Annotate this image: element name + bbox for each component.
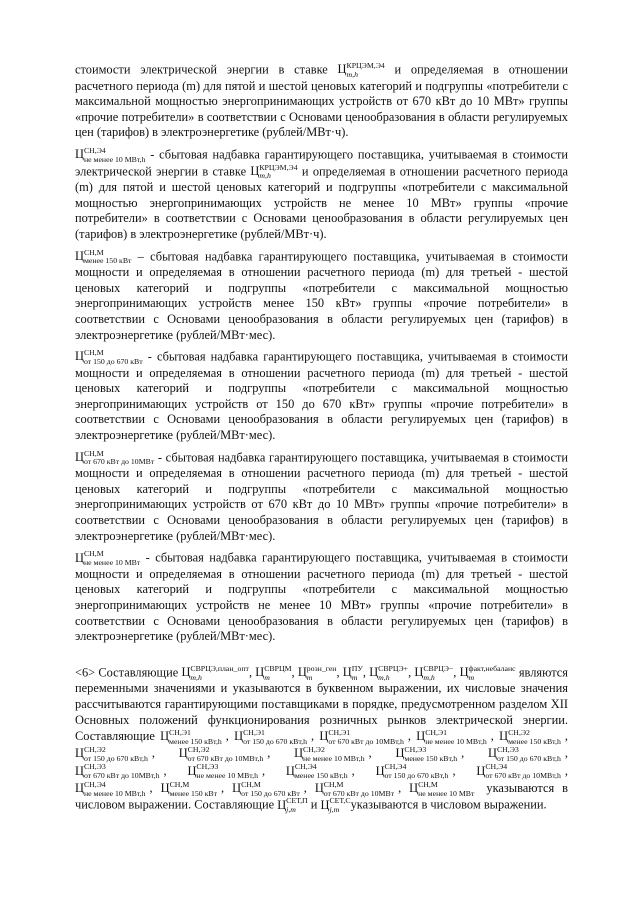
- symbol-superscript: розн_ген: [306, 663, 337, 673]
- math-symbol: [319, 727, 404, 746]
- symbol-subscript: m: [468, 672, 475, 682]
- math-symbol: [369, 663, 409, 682]
- symbol-subscript: j,m: [286, 805, 296, 815]
- math-symbol: [416, 727, 487, 746]
- symbol-indices: [324, 781, 394, 798]
- symbol-subscript: от 670 кВт до 10МВт: [323, 788, 395, 798]
- symbol-base: Ц: [187, 763, 197, 778]
- symbol-indices: [425, 729, 487, 746]
- definition-paragraph: [75, 550, 568, 645]
- symbol-base: Ц: [476, 763, 486, 778]
- symbol-base: Ц: [297, 665, 307, 680]
- symbol-superscript: СН,М: [169, 779, 190, 789]
- paragraph-text: стоимости электрической энергии в ставке: [75, 62, 338, 77]
- symbol-base: Ц: [409, 781, 419, 796]
- math-symbol: [414, 663, 454, 682]
- footnote-lead: Составляющие: [95, 665, 182, 680]
- symbol-base: Ц: [181, 665, 191, 680]
- symbol-subscript: m,h: [378, 672, 390, 682]
- math-symbol: [232, 779, 300, 798]
- symbol-superscript: СН,М: [83, 348, 104, 358]
- document-page: [75, 62, 568, 820]
- footnote-text-2: указываются в числовом выражении. Составляющие: [75, 781, 568, 812]
- symbol-base: Ц: [75, 550, 84, 565]
- symbol-superscript: СН,Э3: [83, 762, 106, 772]
- symbol-subscript: от 150 до 670 кВт,h: [496, 753, 561, 763]
- symbol-indices: [329, 797, 350, 814]
- footnote-marker: <6>: [75, 665, 96, 680]
- math-symbol: [234, 727, 308, 746]
- symbol-base: Ц: [75, 763, 84, 778]
- symbol-subscript: менее 150 кВт: [169, 788, 218, 798]
- paragraph-text: и определяемая в отношении расчетного периода (m) для пятой и шестой ценовых категорий и подгруппы «потребители с максимальной мощностью энергопринимающих устройств не менее 10 МВт» группы «прочие потребители» в соответствии с Основами ценообразования в области регулируемых цен (тарифов) в электроэнергетике (рублей/МВт·ч).: [75, 163, 569, 241]
- math-symbol: [187, 762, 258, 781]
- symbol-base: Ц: [75, 746, 84, 761]
- math-symbol: [277, 796, 308, 815]
- variable-symbols: Ц СВРЦЭ,план_опт m,h , Ц СВРЦМ m , Ц розн_ген m , Ц ПУ m , Ц СВРЦЭ+ m,h , Ц СВРЦЭ− m,h , Ц факт,небаланс m: [181, 663, 516, 682]
- symbol-superscript: СВРЦМ: [264, 663, 292, 673]
- symbol-superscript: СН,Э2: [83, 745, 106, 755]
- symbol-superscript: СН,М: [323, 779, 344, 789]
- component-symbols: Ц СН,Э1 менее 150 кВт,h , Ц СН,Э1 от 150 до 670 кВт,h , Ц СН,Э1 от 670 кВт до 10МВт,h , Ц СН,Э1 не менее 10 МВт,h , Ц СН,Э2 менее 150 кВт,h , Ц СН,Э2 от 150 до 670 кВт,h , Ц СН,Э2 от 670 кВт до 10МВт,h , Ц СН,Э2 не менее 10 МВт,h , Ц СН,Э3 менее 150 кВт,h , Ц СН,Э3 от 150 до 670 кВт,h , Ц СН,Э3 от 670 кВт до 10МВт,h , Ц СН,Э3 не менее 10 МВт,h , Ц СН,Э4 менее 150 кВт,h , Ц СН,Э4 от 150 до 670 кВт,h , Ц СН,Э4 от 670 кВт до 10МВт,h , Ц СН,Э4 не менее 10 МВт,h , Ц СН,М менее 150 кВт , Ц СН,М от 150 до 670 кВт , Ц СН,М от 670 кВт до 10МВт , Ц СН,М не менее 10 МВт: [75, 727, 568, 798]
- definition-paragraph: [75, 62, 568, 141]
- symbol-subscript: менее 150 кВт: [83, 256, 132, 266]
- symbol-subscript: не менее 10 МВт,h: [83, 788, 146, 798]
- math-symbol: [395, 745, 458, 763]
- symbol-subscript: менее 150 кВт,h: [404, 753, 458, 763]
- symbol-subscript: не менее 10 МВт,h: [83, 154, 146, 164]
- symbol-indices: [259, 164, 297, 181]
- symbol-superscript: СН,Э1: [328, 727, 351, 737]
- symbol-base: Ц: [459, 665, 469, 680]
- symbol-indices: [485, 763, 561, 780]
- symbol-superscript: СН,Э4: [83, 779, 106, 789]
- math-symbol: [285, 762, 348, 781]
- symbol-subscript: от 150 до 670 кВт,h: [384, 771, 449, 781]
- spacer: [75, 651, 568, 665]
- math-symbol: [342, 663, 363, 682]
- symbol-base: Ц: [375, 763, 385, 778]
- footnote-text-3: указываются в числовом выражении.: [350, 797, 547, 812]
- symbol-subscript: от 670 кВт до 10МВт,h: [328, 736, 404, 746]
- symbol-indices: [264, 665, 291, 682]
- symbol-superscript: СЕТ,С: [329, 796, 351, 806]
- symbol-indices: [84, 147, 146, 164]
- paragraph-text: – сбытовая надбавка гарантирующего поставщика, учитываемая в стоимости мощности и определяемая в отношении расчетного периода (m) для третьей - шестой ценовых категорий и подгруппы «потребители с максимальной мощностью энергопринимающих устройств менее 150 кВт» группы «прочие потребители» в соответствии с Основами ценообразования в области регулируемых цен (тарифов) в электроэнергетике (рублей/МВт·мес).: [75, 248, 568, 342]
- math-symbol: [476, 762, 561, 781]
- symbol-subscript: менее 150 кВт,h: [169, 736, 222, 746]
- math-symbol: [255, 663, 292, 682]
- symbol-indices: [84, 746, 148, 763]
- symbol-superscript: СВРЦЭ,план_опт: [190, 663, 249, 673]
- symbol-superscript: СН,Э3: [196, 762, 219, 772]
- symbol-base: Ц: [414, 665, 424, 680]
- math-symbol: [499, 727, 561, 746]
- symbol-superscript: СН,Э4: [294, 762, 317, 772]
- symbol-base: Ц: [178, 746, 188, 761]
- symbol-indices: [328, 729, 404, 746]
- symbol-subscript: от 150 до 670 кВт: [241, 788, 300, 798]
- symbol-subscript: m: [351, 672, 358, 682]
- symbol-superscript: СН,Э2: [303, 745, 325, 755]
- symbol-subscript: от 670 кВт до 10МВт,h: [83, 771, 160, 781]
- symbol-subscript: не менее 10 МВт: [418, 788, 475, 798]
- math-symbol: [488, 745, 561, 763]
- math-symbol: [178, 745, 264, 763]
- paragraph-text: - сбытовая надбавка гарантирующего поставщика, учитываемая в стоимости электрической энергии в ставке: [75, 147, 568, 178]
- symbol-base: Ц: [488, 746, 497, 761]
- symbol-base: Ц: [395, 746, 405, 761]
- symbol-base: Ц: [75, 449, 84, 464]
- set-c-symbol: [320, 796, 351, 815]
- definition-paragraph: [75, 349, 568, 444]
- symbol-superscript: КРЦЭМ,Э4: [346, 61, 385, 70]
- symbol-superscript: СН,Э4: [485, 762, 508, 772]
- symbol-subscript: m: [306, 672, 313, 682]
- math-symbol: [250, 162, 298, 181]
- symbol-superscript: СН,М: [83, 549, 104, 559]
- symbol-indices: [404, 746, 457, 763]
- symbol-superscript: СЕТ,П: [286, 796, 308, 806]
- symbol-base: Ц: [314, 781, 324, 796]
- symbol-base: Ц: [416, 729, 426, 744]
- symbol-superscript: СН,М: [241, 779, 261, 789]
- symbol-indices: [378, 665, 408, 682]
- definitions-list: [75, 62, 568, 645]
- math-symbol: [75, 762, 160, 781]
- symbol-subscript: от 670 кВт до 10МВт: [83, 457, 155, 467]
- symbol-base: Ц: [369, 665, 379, 680]
- definition-paragraph: [75, 147, 568, 243]
- symbol-base: Ц: [250, 163, 260, 178]
- symbol-subscript: m: [264, 672, 270, 682]
- math-symbol: [75, 247, 132, 266]
- footnote-6: [75, 665, 568, 814]
- symbol-indices: [241, 781, 300, 798]
- symbol-base: Ц: [277, 797, 287, 812]
- symbol-indices: [347, 62, 385, 79]
- math-symbol: [75, 549, 141, 568]
- symbol-superscript: СВРЦЭ−: [423, 663, 454, 673]
- symbol-subscript: менее 150 кВт,h: [508, 736, 561, 746]
- symbol-indices: [84, 781, 146, 798]
- math-symbol: [75, 745, 148, 763]
- math-symbol: [160, 727, 222, 746]
- symbol-superscript: СН,Э4: [83, 145, 106, 155]
- math-symbol: [294, 745, 365, 763]
- definition-paragraph: [75, 249, 568, 344]
- symbol-base: Ц: [337, 62, 347, 77]
- symbol-superscript: СВРЦЭ+: [378, 663, 409, 673]
- symbol-base: Ц: [294, 746, 304, 761]
- set-p-symbol: [277, 796, 308, 815]
- symbol-subscript: от 150 до 670 кВт,h: [243, 736, 308, 746]
- math-symbol: [314, 779, 395, 798]
- symbol-base: Ц: [75, 781, 84, 796]
- symbol-base: Ц: [160, 729, 170, 744]
- symbol-subscript: m,h: [259, 171, 271, 181]
- symbol-base: Ц: [75, 248, 84, 263]
- symbol-superscript: СН,Э1: [169, 727, 191, 737]
- symbol-indices: [243, 729, 307, 746]
- symbol-subscript: m,h: [346, 69, 358, 79]
- paragraph-text: - сбытовая надбавка гарантирующего поставщика, учитываемая в стоимости мощности и определяемая в отношении расчетного периода (m) для третьей - шестой ценовых категорий и подгруппы «потребители с максимальной мощностью энергопринимающих устройств от 150 до 670 кВт» группы «прочие потребители» в соответствии с Основами ценообразования в области регулируемых цен (тарифов) в электроэнергетике (рублей/МВт·мес).: [75, 349, 568, 443]
- symbol-subscript: от 150 до 670 кВт,h: [83, 753, 148, 763]
- symbol-subscript: m,h: [190, 672, 202, 682]
- math-symbol: [75, 448, 155, 467]
- symbol-base: Ц: [75, 147, 84, 162]
- paragraph-text: - сбытовая надбавка гарантирующего поставщика, учитываемая в стоимости мощности и определяемая в отношении расчетного периода (m) для третьей - шестой ценовых категорий и подгруппы «потребители с максимальной мощностью энергопринимающих устройств от 670 кВт до 10 МВт» группы «прочие потребители» в соответствии с Основами ценообразования в области регулируемых цен (тарифов) в электроэнергетике (рублей/МВт·мес).: [75, 449, 568, 543]
- symbol-indices: [418, 781, 474, 798]
- symbol-superscript: СН,Э1: [243, 727, 265, 737]
- symbol-indices: [188, 746, 264, 763]
- symbol-subscript: j,m: [329, 805, 340, 815]
- symbol-indices: [385, 763, 449, 780]
- symbol-superscript: ПУ: [351, 663, 363, 673]
- symbol-superscript: СН,Э1: [425, 727, 448, 737]
- symbol-indices: [307, 665, 337, 682]
- symbol-indices: [84, 450, 154, 467]
- footnote-text-1: являются переменными значениями и указываются в буквенном выражении, их числовые значения рассчитываются гарантирующими поставщиками в порядке, предусмотренном разделом XII Основных положений функционирования розничных рынков электрической энергии. Составляющие: [75, 665, 568, 744]
- symbol-indices: [84, 763, 160, 780]
- symbol-base: Ц: [319, 729, 329, 744]
- symbol-indices: [196, 763, 258, 780]
- math-symbol: [375, 762, 449, 781]
- footnote-conj: и: [307, 797, 321, 812]
- symbol-indices: [352, 665, 363, 682]
- symbol-subscript: не менее 10 МВт,h: [196, 771, 258, 781]
- symbol-subscript: от 670 кВт до 10МВт,h: [187, 753, 264, 763]
- math-symbol: [75, 779, 146, 798]
- symbol-indices: [497, 746, 561, 763]
- math-symbol: [459, 663, 516, 682]
- symbol-subscript: не менее 10 МВт,h: [303, 753, 365, 763]
- symbol-subscript: не менее 10 МВт,h: [425, 736, 487, 746]
- symbol-base: Ц: [285, 763, 295, 778]
- math-symbol: [160, 779, 218, 798]
- symbol-indices: [84, 349, 143, 366]
- math-symbol: [409, 779, 475, 798]
- math-symbol: [75, 348, 143, 366]
- symbol-indices: [286, 797, 308, 814]
- symbol-superscript: СН,М: [418, 779, 438, 789]
- paragraph-text: и определяемая в отношении расчетного периода (m) для пятой и шестой ценовых категорий и подгруппы «потребители с максимальной мощностью энергопринимающих устройств от 670 кВт до 10 МВт» группы «прочие потребители» в соответствии с Основами ценообразования в области регулируемых цен (тарифов) в электроэнергетике (рублей/МВт·ч).: [75, 62, 569, 140]
- symbol-base: Ц: [255, 665, 265, 680]
- symbol-superscript: СН,Э3: [496, 745, 519, 755]
- symbol-base: Ц: [499, 729, 509, 744]
- symbol-superscript: СН,М: [83, 448, 104, 458]
- symbol-subscript: менее 150 кВт,h: [294, 771, 348, 781]
- symbol-indices: [423, 665, 453, 682]
- symbol-indices: [190, 665, 249, 682]
- symbol-subscript: не менее 10 МВт: [83, 558, 141, 568]
- math-symbol: [181, 663, 249, 682]
- symbol-subscript: от 670 кВт до 10МВт,h: [485, 771, 561, 781]
- symbol-indices: [169, 729, 222, 746]
- symbol-base: Ц: [160, 781, 170, 796]
- symbol-base: Ц: [232, 781, 242, 796]
- symbol-superscript: СН,Э2: [508, 727, 530, 737]
- symbol-indices: [170, 781, 217, 798]
- symbol-indices: [84, 550, 140, 567]
- symbol-base: Ц: [234, 729, 244, 744]
- definition-paragraph: [75, 450, 568, 545]
- math-symbol: [337, 61, 385, 79]
- symbol-superscript: СН,Э2: [187, 745, 210, 755]
- symbol-superscript: факт,небаланс: [468, 663, 516, 673]
- symbol-indices: [84, 249, 131, 266]
- paragraph-text: - сбытовая надбавка гарантирующего поставщика, учитываемая в стоимости мощности и определяемая в отношении расчетного периода (m) для третьей - шестой ценовых категорий и подгруппы «потребители с максимальной мощностью энергопринимающих устройств не менее 10 МВт» группы «прочие потребители» в соответствии с Основами ценообразования в области регулируемых цен (тарифов) в электроэнергетике (рублей/МВт·мес).: [75, 550, 568, 644]
- symbol-superscript: СН,М: [83, 247, 104, 257]
- symbol-base: Ц: [342, 665, 352, 680]
- symbol-superscript: КРЦЭМ,Э4: [259, 162, 298, 172]
- math-symbol: [297, 663, 337, 682]
- symbol-subscript: m,h: [423, 672, 435, 682]
- symbol-indices: [295, 763, 348, 780]
- symbol-subscript: от 150 до 670 кВт: [83, 356, 143, 366]
- symbol-superscript: СН,Э4: [384, 762, 407, 772]
- symbol-superscript: СН,Э3: [404, 745, 427, 755]
- symbol-indices: [469, 665, 516, 682]
- symbol-indices: [508, 729, 561, 746]
- symbol-base: Ц: [75, 349, 84, 364]
- symbol-indices: [303, 746, 365, 763]
- symbol-base: Ц: [320, 797, 330, 812]
- math-symbol: [75, 145, 146, 164]
- math-symbol: [320, 796, 351, 815]
